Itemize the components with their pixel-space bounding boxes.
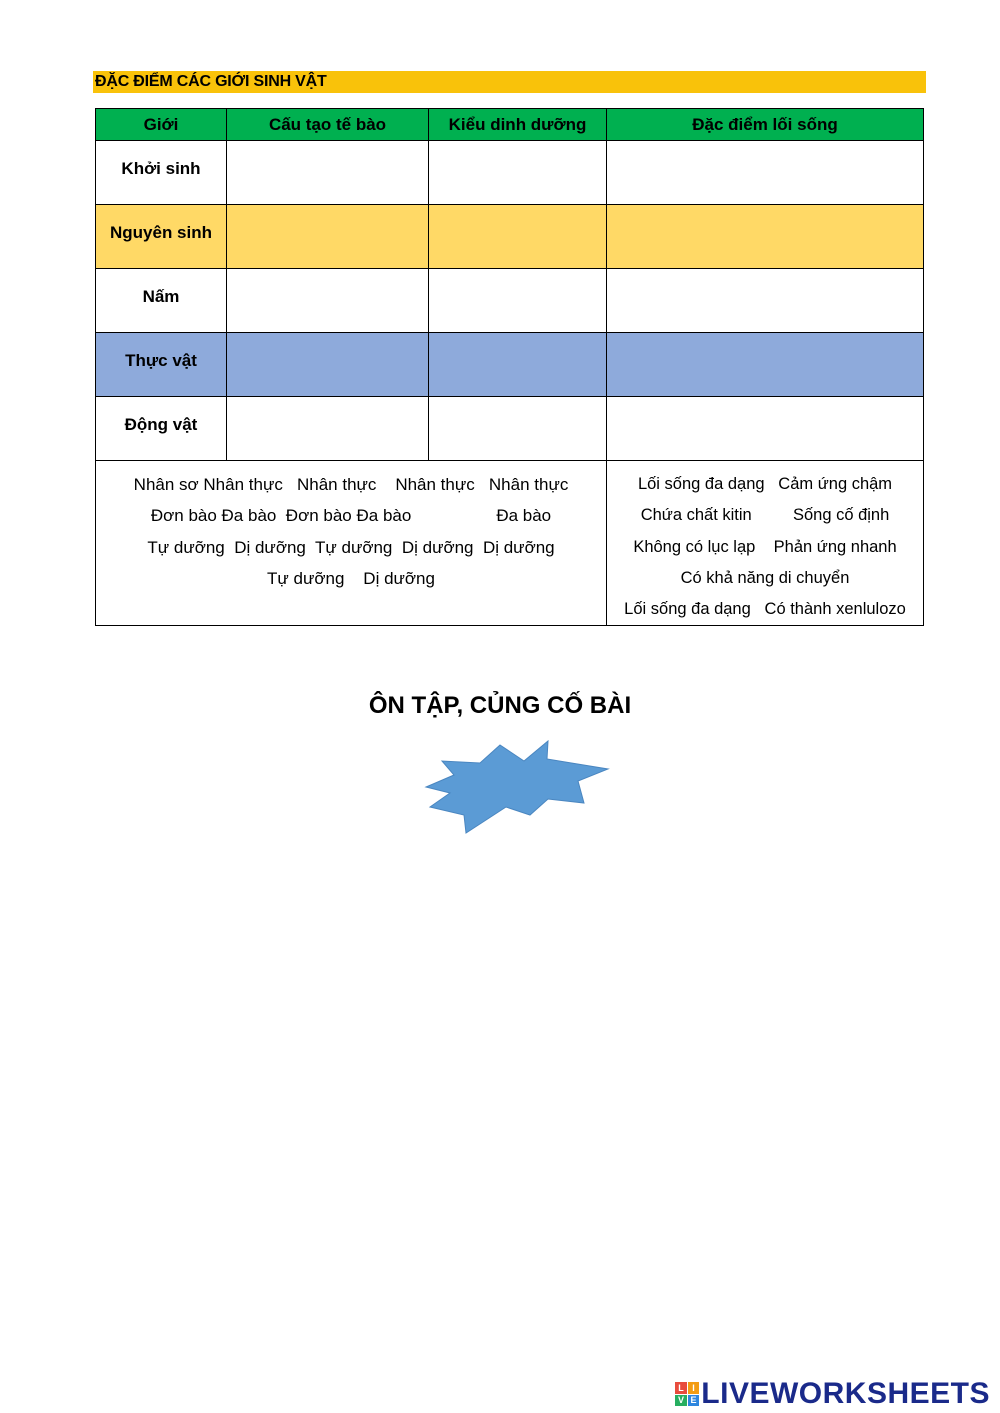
answer-cell[interactable] — [429, 205, 607, 269]
table-row — [96, 269, 924, 333]
word-bank-line[interactable]: Có khả năng di chuyển — [680, 568, 850, 587]
logo-text: LIVEWORKSHEETS — [701, 1377, 990, 1410]
answer-cell[interactable] — [227, 397, 429, 461]
table-row — [96, 333, 924, 397]
answer-cell[interactable] — [607, 397, 924, 461]
word-bank-line[interactable]: Chứa chất kitin Sống cố định — [640, 506, 890, 525]
answer-cell[interactable] — [429, 397, 607, 461]
header-lifestyle: Đặc điểm lối sống — [607, 109, 924, 141]
row-label: Thực vật — [96, 333, 227, 397]
word-bank-line[interactable]: Tự dưỡng Dị dưỡng — [267, 568, 435, 588]
answer-cell[interactable] — [607, 333, 924, 397]
answer-cell[interactable] — [607, 205, 924, 269]
kingdoms-table — [95, 108, 924, 626]
row-label: Nguyên sinh — [96, 205, 227, 269]
answer-cell[interactable] — [227, 205, 429, 269]
section-title-bar — [93, 71, 926, 93]
answer-cell[interactable] — [429, 269, 607, 333]
answer-cell[interactable] — [607, 269, 924, 333]
row-label: Động vật — [96, 397, 227, 461]
answer-cell[interactable] — [429, 333, 607, 397]
word-bank-line[interactable]: Đơn bào Đa bào Đơn bào Đa bào Đa bào — [150, 506, 552, 526]
explosion-star-icon — [420, 737, 612, 837]
word-bank-line[interactable]: Nhân sơ Nhân thực Nhân thực Nhân thực Nhân thực — [133, 475, 569, 494]
table-row — [96, 205, 924, 269]
answer-cell[interactable] — [227, 269, 429, 333]
answer-cell[interactable] — [607, 141, 924, 205]
word-bank-row — [96, 461, 924, 626]
liveworksheets-logo — [675, 1377, 990, 1411]
answer-cell[interactable] — [227, 141, 429, 205]
header-nutrition: Kiểu dinh dưỡng — [429, 109, 607, 141]
word-bank-line[interactable]: Tự dưỡng Dị dưỡng Tự dưỡng Dị dưỡng Dị dưỡng — [147, 537, 555, 557]
word-bank-line[interactable]: Lối sống đa dạng Cảm ứng chậm — [637, 475, 893, 493]
header-cell-structure: Cấu tạo tế bào — [227, 109, 429, 141]
answer-cell[interactable] — [227, 333, 429, 397]
logo-mark-icon: L I V E — [675, 1382, 699, 1406]
header-row — [96, 109, 924, 141]
word-bank-line[interactable]: Không có lục lạp Phản ứng nhanh — [633, 537, 897, 556]
table-row — [96, 397, 924, 461]
review-title: ÔN TẬP, CỦNG CỐ BÀI — [368, 692, 632, 719]
section-title: ĐẶC ĐIỂM CÁC GIỚI SINH VẬT — [95, 73, 327, 90]
table-row — [96, 141, 924, 205]
header-kingdom: Giới — [96, 109, 227, 141]
row-label: Nấm — [96, 269, 227, 333]
answer-cell[interactable] — [429, 141, 607, 205]
row-label: Khởi sinh — [96, 141, 227, 205]
word-bank-left — [96, 461, 607, 626]
word-bank-line[interactable]: Lối sống đa dạng Có thành xenlulozo — [624, 600, 906, 619]
word-bank-right — [607, 461, 924, 626]
